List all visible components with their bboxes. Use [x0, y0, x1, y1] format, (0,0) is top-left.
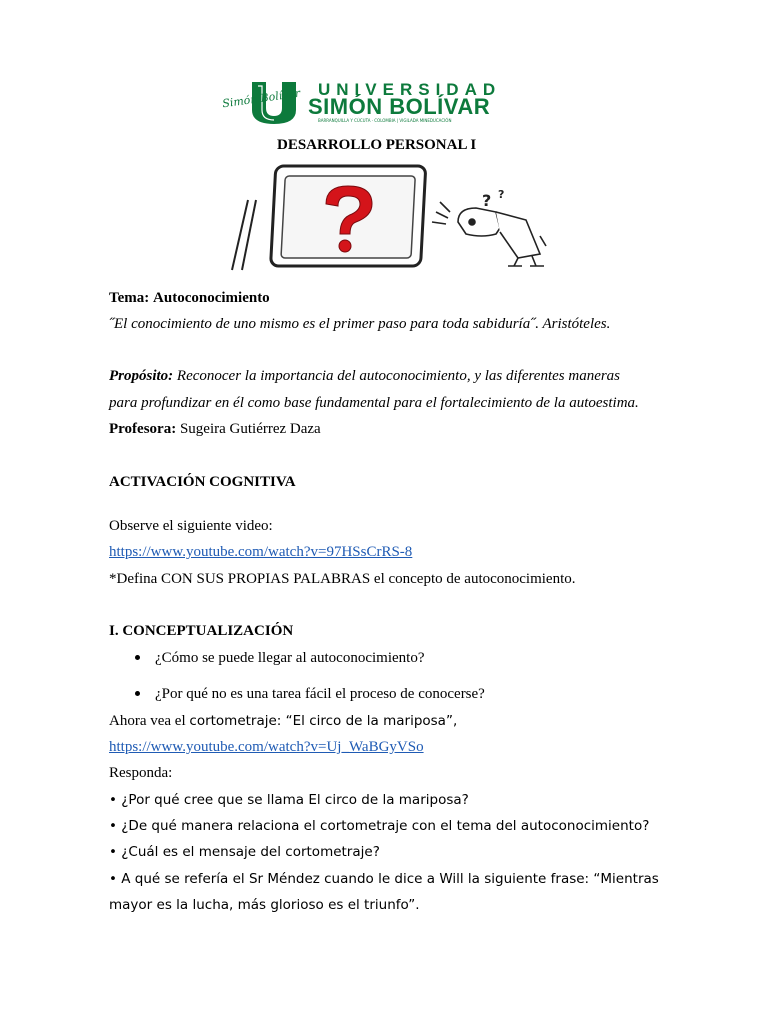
question-2: • ¿De qué manera relaciona el cortometraje con el tema del autoconocimiento? — [109, 818, 650, 834]
activacion-task: *Defina CON SUS PROPIAS PALABRAS el concepto de autoconocimiento. — [109, 571, 576, 587]
activacion-heading: ACTIVACIÓN COGNITIVA — [109, 474, 296, 490]
quote: ˝El conocimiento de uno mismo es el primer paso para toda sabiduría˝. Aristóteles. — [109, 316, 611, 332]
question-1: • ¿Por qué cree que se llama El circo de la mariposa? — [109, 792, 469, 808]
question-4-cont: mayor es la lucha, más glorioso es el triunfo”. — [109, 897, 420, 913]
proposito-text-2: para profundizar en él como base fundamental para el fortalecimiento de la autoestima. — [109, 395, 639, 411]
logo-script-text: Simón Bolívar — [221, 86, 301, 111]
responda-label: Responda: — [109, 765, 173, 781]
bullet-dot — [135, 655, 140, 660]
tema-line — [109, 289, 270, 307]
svg-text:?: ? — [482, 191, 492, 210]
logo-line2: SIMÓN BOLÍVAR — [308, 94, 491, 119]
proposito-line1 — [109, 367, 620, 385]
bullet-dot — [135, 691, 140, 696]
ahora-cortometraje: cortometraje: “El circo de la mariposa”, — [189, 713, 458, 729]
svg-text:?: ? — [498, 188, 505, 201]
question-3: • ¿Cuál es el mensaje del cortometraje? — [109, 844, 380, 860]
tema-label: Tema: — [109, 290, 150, 306]
proposito-label: Propósito: — [109, 368, 174, 384]
proposito-text-1: Reconocer la importancia del autoconocimiento, y las diferentes maneras — [176, 368, 621, 384]
profesora-value: Sugeira Gutiérrez Daza — [179, 421, 321, 437]
bullet-item-2: ¿Por qué no es una tarea fácil el proceso de conocerse? — [155, 686, 485, 702]
logo-tagline: BARRANQUILLA Y CÚCUTA · COLOMBIA | VIGILADA MINEDUCACIÓN — [318, 118, 452, 123]
logo-line1: UNIVERSIDAD — [318, 80, 502, 99]
question-4: • A qué se refería el Sr Méndez cuando le dice a Will la siguiente frase: “Mientras — [109, 871, 659, 887]
page-title: DESARROLLO PERSONAL I — [277, 137, 477, 153]
profesora-label: Profesora: — [109, 421, 177, 437]
thinking-man-icon — [432, 188, 546, 266]
university-logo — [222, 80, 534, 126]
activacion-instruction: Observe el siguiente video: — [109, 518, 273, 534]
activacion-video-link[interactable]: https://www.youtube.com/watch?v=97HSsCrRS-8 — [109, 544, 413, 560]
profesora-line — [109, 420, 321, 438]
question-sign-illustration — [196, 162, 576, 274]
cortometraje-video-link[interactable]: https://www.youtube.com/watch?v=Uj_WaBGyVSo — [109, 739, 424, 755]
question-sign-icon — [232, 166, 426, 270]
tema-value: Autoconocimiento — [153, 290, 270, 306]
ahora-line — [109, 712, 457, 730]
bullet-item-1: ¿Cómo se puede llegar al autoconocimiento? — [155, 650, 425, 666]
ahora-prefix: Ahora vea el — [109, 713, 190, 729]
conceptualizacion-heading: I. CONCEPTUALIZACIÓN — [109, 623, 294, 639]
